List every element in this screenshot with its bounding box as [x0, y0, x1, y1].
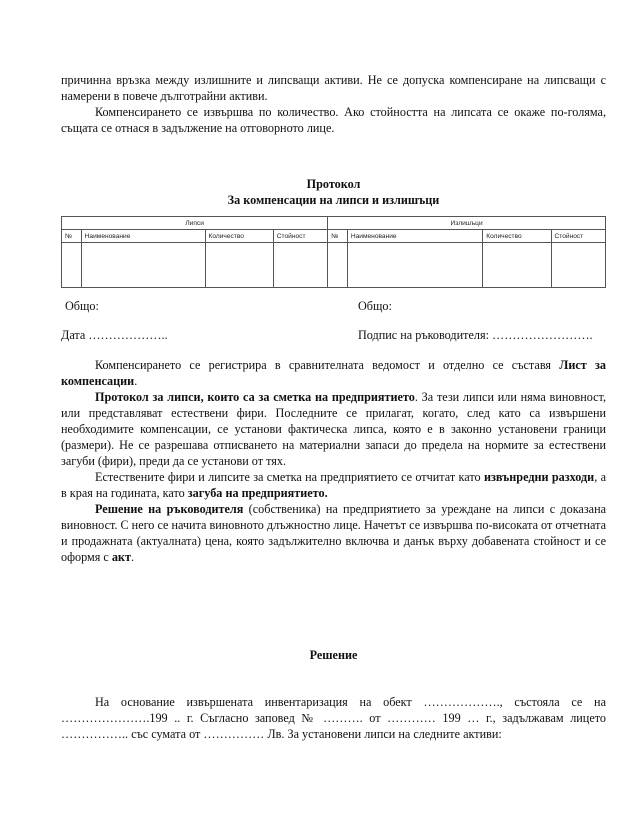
compensation-paragraph: Компенсирането се регистрира в сравнителната ведомост и отделно се съставя Лист за компенсации.	[61, 358, 606, 388]
totals-row	[61, 298, 606, 314]
protocol-table	[61, 216, 606, 288]
date-field: Дата ………………..	[61, 328, 168, 342]
col-num-left: №	[62, 230, 82, 243]
protocol-title: Протокол	[306, 177, 361, 191]
manager-decision-paragraph: Решение на ръководителя (собственика) на предприятието за уреждане на липси с доказана виновност. С него се начита виновното длъжностно лице. Начетът се извършва по-високата от отчетната и продажната (актуалната) цена, която задължително включва и данък върху добавената стойност и се оформя с акт.	[61, 502, 606, 564]
col-value-left: Стойност	[273, 230, 327, 243]
shortages-group-header: Липси	[62, 217, 328, 230]
natural-losses-paragraph: Естествените фири и липсите за сметка на предприятието се отчитат като извънредни разходи, а в края на годината, като загуба на предприятието.	[61, 470, 607, 500]
protocol-subtitle: За компенсации на липси и излишъци	[227, 193, 440, 207]
intro-paragraph-1: причинна връзка между излишните и липсващи активи. Не се допуска компенсиране на липсващи с намерени в повече дълготрайни активи.	[61, 73, 606, 103]
document-page	[61, 72, 606, 742]
col-qty-right: Количество	[483, 230, 551, 243]
table-empty-row	[62, 243, 606, 288]
total-right: Общо:	[358, 299, 392, 313]
col-qty-left: Количество	[205, 230, 273, 243]
col-name-right: Наименование	[347, 230, 482, 243]
surpluses-group-header: Излишъци	[328, 217, 606, 230]
protocol-shortages-paragraph: Протокол за липси, които са за сметка на предприятието. За тези липси или няма виновност, или представляват естествени фири. Последните се прилагат, когато, след като са извършени необходимите компенсации, се установи фактическа липса, която е в законно установени граници (размери). Не се разрешава отписването на материални запаси до предела на нормите за естествени загуби (фири), преди да се установи от тях.	[61, 390, 606, 468]
col-num-right: №	[328, 230, 348, 243]
signature-field: Подпис на ръководителя: …………………….	[358, 328, 593, 342]
col-value-right: Стойност	[551, 230, 605, 243]
decision-title: Решение	[309, 648, 358, 662]
decision-text: На основание извършената инвентаризация на обект ………………., състояла се на ………………….199 .. г. Съгласно заповед № ………. от ………… 199 … г., задължавам лицето …………….. със сумата от …………… Лв. За установени липси на следните активи:	[61, 695, 606, 741]
signature-row	[61, 327, 606, 343]
total-left: Общо:	[65, 299, 99, 313]
col-name-left: Наименование	[81, 230, 205, 243]
intro-paragraph-2: Компенсирането се извършва по количество. Ако стойността на липсата се окаже по-голяма, същата се отнася в задължение на отговорното лице.	[61, 105, 606, 135]
